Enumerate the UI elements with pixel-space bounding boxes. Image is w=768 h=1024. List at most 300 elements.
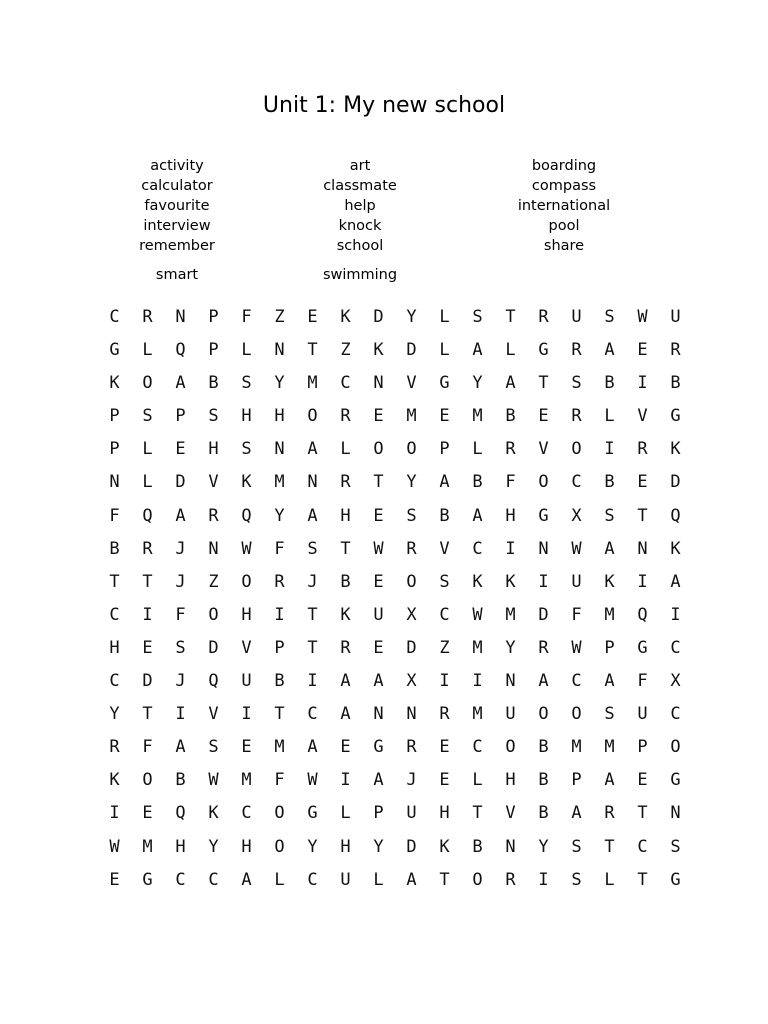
grid-letter-r8-c6: F <box>274 538 285 559</box>
grid-letter-r15-c16: A <box>604 770 615 791</box>
grid-letter-r14-c17: P <box>637 737 648 758</box>
grid-letter-r7-c7: A <box>307 505 318 526</box>
grid-letter-r11-c16: P <box>604 637 615 658</box>
grid-letter-r4-c14: E <box>538 406 549 427</box>
grid-letter-r10-c14: D <box>538 604 549 625</box>
grid-letter-r5-c17: R <box>637 439 648 460</box>
grid-letter-r4-c16: L <box>604 406 615 427</box>
grid-letter-r12-c12: I <box>472 671 483 692</box>
grid-letter-r11-c1: H <box>109 637 120 658</box>
page-title: Unit 1: My new school <box>262 93 506 118</box>
grid-letter-r17-c6: O <box>274 836 285 857</box>
word-item: share <box>543 238 585 254</box>
grid-letter-r6-c13: F <box>505 472 516 493</box>
word-item: smart <box>155 267 199 283</box>
grid-letter-r4-c6: H <box>274 406 285 427</box>
grid-letter-r11-c6: P <box>274 637 285 658</box>
grid-letter-r17-c7: Y <box>307 836 318 857</box>
grid-letter-r17-c8: H <box>340 836 351 857</box>
grid-letter-r2-c9: K <box>373 340 384 361</box>
grid-letter-r6-c5: K <box>241 472 252 493</box>
grid-letter-r10-c13: M <box>505 604 516 625</box>
grid-letter-r11-c17: G <box>637 637 648 658</box>
grid-letter-r12-c3: J <box>175 671 186 692</box>
grid-letter-r17-c17: C <box>637 836 648 857</box>
grid-letter-r3-c15: S <box>571 373 582 394</box>
grid-letter-r18-c17: T <box>637 869 648 890</box>
grid-letter-r15-c3: B <box>175 770 186 791</box>
grid-letter-r6-c6: M <box>274 472 285 493</box>
grid-letter-r4-c9: E <box>373 406 384 427</box>
grid-letter-r7-c3: A <box>175 505 186 526</box>
grid-letter-r7-c5: Q <box>241 505 252 526</box>
grid-letter-r13-c7: C <box>307 704 318 725</box>
grid-letter-r1-c8: K <box>340 307 351 327</box>
grid-letter-r10-c12: W <box>472 604 483 625</box>
grid-letter-r6-c17: E <box>637 472 648 493</box>
grid-letter-r14-c9: G <box>373 737 384 758</box>
grid-letter-r3-c14: T <box>538 373 549 394</box>
grid-letter-r12-c16: A <box>604 671 615 692</box>
word-item: help <box>344 198 376 214</box>
grid-letter-r3-c7: M <box>307 373 318 394</box>
grid-letter-r1-c11: L <box>439 307 450 327</box>
grid-letter-r5-c16: I <box>604 439 615 460</box>
grid-letter-r15-c5: M <box>241 770 252 791</box>
grid-letter-r14-c14: B <box>538 737 549 758</box>
grid-letter-r1-c4: P <box>208 307 219 327</box>
grid-letter-r6-c18: D <box>670 472 681 493</box>
grid-letter-r12-c2: D <box>142 671 153 692</box>
word-item: art <box>349 158 371 174</box>
grid-letter-r3-c5: S <box>241 373 252 394</box>
grid-letter-r18-c13: R <box>505 869 516 890</box>
grid-letter-r11-c7: T <box>307 637 318 658</box>
grid-letter-r8-c5: W <box>241 538 252 559</box>
grid-letter-r17-c10: D <box>406 836 417 857</box>
grid-letter-r16-c17: T <box>637 803 648 824</box>
grid-letter-r10-c2: I <box>142 604 153 625</box>
grid-letter-r9-c14: I <box>538 571 549 592</box>
grid-letter-r5-c5: S <box>241 439 252 460</box>
grid-letter-r5-c3: E <box>175 439 186 460</box>
grid-letter-r16-c9: P <box>373 803 384 824</box>
grid-letter-r14-c2: F <box>142 737 153 758</box>
grid-letter-r12-c1: C <box>109 671 120 692</box>
grid-letter-r7-c8: H <box>340 505 351 526</box>
grid-letter-r15-c12: L <box>472 770 483 791</box>
grid-letter-r2-c17: E <box>637 340 648 361</box>
grid-letter-r3-c6: Y <box>274 373 285 394</box>
grid-letter-r11-c13: Y <box>505 637 516 658</box>
grid-letter-r6-c2: L <box>142 472 153 493</box>
word-item: knock <box>338 218 382 234</box>
grid-letter-r2-c14: G <box>538 340 549 361</box>
grid-letter-r10-c7: T <box>307 604 318 625</box>
grid-letter-r14-c13: O <box>505 737 516 758</box>
grid-letter-r10-c5: H <box>241 604 252 625</box>
grid-letter-r15-c13: H <box>505 770 516 791</box>
grid-letter-r9-c6: R <box>274 571 285 592</box>
grid-letter-r16-c7: G <box>307 803 318 824</box>
grid-letter-r10-c6: I <box>274 604 285 625</box>
word-list-column-1 <box>77 156 277 285</box>
grid-letter-r16-c15: A <box>571 803 582 824</box>
grid-letter-r18-c4: C <box>208 869 219 890</box>
grid-letter-r3-c17: I <box>637 373 648 394</box>
grid-letter-r3-c1: K <box>109 373 120 394</box>
grid-letter-r18-c8: U <box>340 869 351 890</box>
grid-letter-r9-c3: J <box>175 571 186 592</box>
grid-letter-r7-c4: R <box>208 505 219 526</box>
grid-letter-r17-c13: N <box>505 836 516 857</box>
grid-letter-r9-c13: K <box>505 571 516 592</box>
grid-letter-r2-c6: N <box>274 340 285 361</box>
grid-letter-r7-c12: A <box>472 505 483 526</box>
grid-letter-r3-c11: G <box>439 373 450 394</box>
word-item: calculator <box>141 178 213 194</box>
grid-letter-r15-c18: G <box>670 770 681 791</box>
grid-letter-r7-c2: Q <box>142 505 153 526</box>
grid-letter-r11-c14: R <box>538 637 549 658</box>
grid-letter-r16-c14: B <box>538 803 549 824</box>
grid-letter-r13-c14: O <box>538 704 549 725</box>
grid-letter-r14-c12: C <box>472 737 483 758</box>
grid-letter-r7-c17: T <box>637 505 648 526</box>
grid-letter-r1-c17: W <box>637 307 648 327</box>
grid-letter-r17-c1: W <box>109 836 120 857</box>
word-item: boarding <box>531 158 597 174</box>
grid-letter-r15-c17: E <box>637 770 648 791</box>
grid-letter-r11-c5: V <box>241 637 252 658</box>
grid-letter-r16-c16: R <box>604 803 615 824</box>
grid-letter-r6-c12: B <box>472 472 483 493</box>
grid-letter-r11-c18: C <box>670 637 681 658</box>
grid-letter-r15-c15: P <box>571 770 582 791</box>
grid-letter-r14-c11: E <box>439 737 450 758</box>
grid-letter-r8-c16: A <box>604 538 615 559</box>
grid-letter-r3-c9: N <box>373 373 384 394</box>
grid-letter-r13-c10: N <box>406 704 417 725</box>
grid-letter-r18-c9: L <box>373 869 384 890</box>
grid-letter-r5-c11: P <box>439 439 450 460</box>
grid-letter-r2-c8: Z <box>340 340 351 361</box>
grid-letter-r14-c4: S <box>208 737 219 758</box>
grid-letter-r1-c7: E <box>307 307 318 327</box>
grid-letter-r3-c8: C <box>340 373 351 394</box>
grid-letter-r15-c8: I <box>340 770 351 791</box>
grid-letter-r1-c14: R <box>538 307 549 327</box>
grid-letter-r2-c13: L <box>505 340 516 361</box>
grid-letter-r16-c13: V <box>505 803 516 824</box>
grid-letter-r9-c11: S <box>439 571 450 592</box>
grid-letter-r4-c7: O <box>307 406 318 427</box>
grid-letter-r15-c11: E <box>439 770 450 791</box>
grid-letter-r14-c8: E <box>340 737 351 758</box>
grid-letter-r16-c4: K <box>208 803 219 824</box>
grid-letter-r2-c4: P <box>208 340 219 361</box>
grid-letter-r5-c13: R <box>505 439 516 460</box>
grid-letter-r6-c15: C <box>571 472 582 493</box>
grid-letter-r8-c17: N <box>637 538 648 559</box>
grid-letter-r12-c10: X <box>406 671 417 692</box>
grid-letter-r6-c16: B <box>604 472 615 493</box>
grid-letter-r13-c13: U <box>505 704 516 725</box>
grid-letter-r17-c2: M <box>142 836 153 857</box>
grid-letter-r6-c4: V <box>208 472 219 493</box>
grid-letter-r1-c5: F <box>241 307 252 327</box>
grid-letter-r16-c6: O <box>274 803 285 824</box>
grid-letter-r6-c1: N <box>109 472 120 493</box>
grid-letter-r5-c1: P <box>109 439 120 460</box>
grid-letter-r18-c11: T <box>439 869 450 890</box>
grid-letter-r14-c6: M <box>274 737 285 758</box>
grid-letter-r9-c17: I <box>637 571 648 592</box>
grid-letter-r17-c16: T <box>604 836 615 857</box>
grid-letter-r6-c11: A <box>439 472 450 493</box>
grid-letter-r16-c5: C <box>241 803 252 824</box>
grid-letter-r14-c3: A <box>175 737 186 758</box>
grid-letter-r10-c15: F <box>571 604 582 625</box>
grid-letter-r9-c7: J <box>307 571 318 592</box>
grid-letter-r18-c1: E <box>109 869 120 890</box>
grid-letter-r14-c10: R <box>406 737 417 758</box>
grid-letter-r18-c12: O <box>472 869 483 890</box>
grid-letter-r6-c9: T <box>373 472 384 493</box>
grid-letter-r8-c13: I <box>505 538 516 559</box>
grid-letter-r9-c2: T <box>142 571 153 592</box>
grid-letter-r16-c3: Q <box>175 803 186 824</box>
grid-letter-r9-c1: T <box>109 571 120 592</box>
grid-letter-r14-c15: M <box>571 737 582 758</box>
grid-letter-r1-c18: U <box>670 307 681 327</box>
grid-letter-r11-c3: S <box>175 637 186 658</box>
grid-letter-r13-c8: A <box>340 704 351 725</box>
grid-letter-r10-c1: C <box>109 604 120 625</box>
grid-letter-r10-c17: Q <box>637 604 648 625</box>
grid-letter-r17-c14: Y <box>538 836 549 857</box>
grid-letter-r4-c10: M <box>406 406 417 427</box>
grid-letter-r3-c3: A <box>175 373 186 394</box>
grid-letter-r2-c10: D <box>406 340 417 361</box>
word-list-column-2 <box>260 156 460 285</box>
grid-letter-r12-c6: B <box>274 671 285 692</box>
grid-letter-r4-c11: E <box>439 406 450 427</box>
word-item: compass <box>531 178 597 194</box>
grid-letter-r8-c18: K <box>670 538 681 559</box>
grid-letter-r17-c15: S <box>571 836 582 857</box>
grid-letter-r18-c14: I <box>538 869 549 890</box>
grid-letter-r3-c13: A <box>505 373 516 394</box>
grid-letter-r9-c15: U <box>571 571 582 592</box>
grid-letter-r2-c18: R <box>670 340 681 361</box>
grid-letter-r2-c12: A <box>472 340 483 361</box>
grid-letter-r1-c9: D <box>373 307 384 327</box>
grid-letter-r13-c18: C <box>670 704 681 725</box>
grid-letter-r9-c8: B <box>340 571 351 592</box>
grid-letter-r9-c12: K <box>472 571 483 592</box>
word-item: interview <box>143 218 211 234</box>
word-list-column-3 <box>464 156 664 256</box>
grid-letter-r16-c8: L <box>340 803 351 824</box>
grid-letter-r5-c18: K <box>670 439 681 460</box>
grid-letter-r13-c12: M <box>472 704 483 725</box>
grid-letter-r18-c18: G <box>670 869 681 890</box>
grid-letter-r8-c2: R <box>142 538 153 559</box>
grid-letter-r2-c3: Q <box>175 340 186 361</box>
grid-letter-r9-c16: K <box>604 571 615 592</box>
grid-letter-r5-c10: O <box>406 439 417 460</box>
word-item: pool <box>548 218 580 234</box>
grid-letter-r7-c6: Y <box>274 505 285 526</box>
grid-letter-r11-c4: D <box>208 637 219 658</box>
grid-letter-r5-c6: N <box>274 439 285 460</box>
grid-letter-r12-c7: I <box>307 671 318 692</box>
grid-letter-r18-c5: A <box>241 869 252 890</box>
grid-letter-r18-c15: S <box>571 869 582 890</box>
grid-letter-r17-c18: S <box>670 836 681 857</box>
grid-letter-r5-c12: L <box>472 439 483 460</box>
grid-letter-r11-c10: D <box>406 637 417 658</box>
grid-letter-r4-c18: G <box>670 406 681 427</box>
grid-letter-r15-c9: A <box>373 770 384 791</box>
grid-letter-r1-c13: T <box>505 307 516 327</box>
grid-letter-r10-c4: O <box>208 604 219 625</box>
grid-letter-r17-c4: Y <box>208 836 219 857</box>
word-search-grid <box>98 301 692 897</box>
grid-letter-r9-c9: E <box>373 571 384 592</box>
grid-letter-r18-c10: A <box>406 869 417 890</box>
grid-letter-r5-c8: L <box>340 439 351 460</box>
grid-letter-r11-c8: R <box>340 637 351 658</box>
grid-letter-r12-c9: A <box>373 671 384 692</box>
grid-letter-r3-c18: B <box>670 373 681 394</box>
grid-letter-r11-c12: M <box>472 637 483 658</box>
grid-letter-r18-c7: C <box>307 869 318 890</box>
word-item: school <box>336 238 384 254</box>
grid-letter-r4-c15: R <box>571 406 582 427</box>
grid-letter-r5-c4: H <box>208 439 219 460</box>
grid-letter-r12-c8: A <box>340 671 351 692</box>
grid-letter-r12-c15: C <box>571 671 582 692</box>
grid-letter-r7-c14: G <box>538 505 549 526</box>
grid-letter-r5-c14: V <box>538 439 549 460</box>
grid-letter-r8-c7: S <box>307 538 318 559</box>
grid-letter-r3-c2: O <box>142 373 153 394</box>
grid-letter-r6-c7: N <box>307 472 318 493</box>
grid-letter-r7-c11: B <box>439 505 450 526</box>
grid-letter-r18-c16: L <box>604 869 615 890</box>
grid-letter-r8-c14: N <box>538 538 549 559</box>
grid-letter-r8-c8: T <box>340 538 351 559</box>
grid-letter-r2-c7: T <box>307 340 318 361</box>
grid-letter-r1-c10: Y <box>406 307 417 327</box>
grid-letter-r14-c18: O <box>670 737 681 758</box>
grid-letter-r4-c12: M <box>472 406 483 427</box>
grid-letter-r8-c9: W <box>373 538 384 559</box>
grid-letter-r5-c15: O <box>571 439 582 460</box>
grid-letter-r15-c4: W <box>208 770 219 791</box>
grid-letter-r14-c16: M <box>604 737 615 758</box>
grid-letter-r4-c13: B <box>505 406 516 427</box>
grid-letter-r7-c13: H <box>505 505 516 526</box>
grid-letter-r17-c12: B <box>472 836 483 857</box>
grid-letter-r12-c5: U <box>241 671 252 692</box>
grid-letter-r18-c2: G <box>142 869 153 890</box>
grid-letter-r9-c18: A <box>670 571 681 592</box>
grid-letter-r11-c11: Z <box>439 637 450 658</box>
grid-letter-r16-c11: H <box>439 803 450 824</box>
grid-letter-r10-c3: F <box>175 604 186 625</box>
grid-letter-r13-c6: T <box>274 704 285 725</box>
grid-letter-r13-c9: N <box>373 704 384 725</box>
grid-letter-r7-c10: S <box>406 505 417 526</box>
grid-letter-r15-c14: B <box>538 770 549 791</box>
grid-letter-r4-c4: S <box>208 406 219 427</box>
grid-letter-r4-c1: P <box>109 406 120 427</box>
grid-letter-r8-c3: J <box>175 538 186 559</box>
grid-letter-r13-c4: V <box>208 704 219 725</box>
grid-letter-r6-c10: Y <box>406 472 417 493</box>
grid-letter-r1-c3: N <box>175 307 186 327</box>
grid-letter-r17-c5: H <box>241 836 252 857</box>
grid-letter-r10-c16: M <box>604 604 615 625</box>
grid-letter-r1-c1: C <box>109 307 120 327</box>
grid-letter-r18-c6: L <box>274 869 285 890</box>
word-item: swimming <box>322 267 398 283</box>
grid-letter-r14-c1: R <box>109 737 120 758</box>
grid-letter-r13-c2: T <box>142 704 153 725</box>
grid-letter-r6-c3: D <box>175 472 186 493</box>
grid-letter-r16-c2: E <box>142 803 153 824</box>
grid-letter-r12-c17: F <box>637 671 648 692</box>
grid-letter-r4-c3: P <box>175 406 186 427</box>
grid-letter-r3-c4: B <box>208 373 219 394</box>
grid-letter-r5-c7: A <box>307 439 318 460</box>
grid-letter-r7-c9: E <box>373 505 384 526</box>
grid-letter-r18-c3: C <box>175 869 186 890</box>
grid-letter-r10-c8: K <box>340 604 351 625</box>
grid-letter-r10-c18: I <box>670 604 681 625</box>
grid-letter-r10-c9: U <box>373 604 384 625</box>
grid-letter-r16-c1: I <box>109 803 120 824</box>
grid-letter-r13-c1: Y <box>109 704 120 725</box>
grid-letter-r9-c10: O <box>406 571 417 592</box>
grid-letter-r15-c6: F <box>274 770 285 791</box>
grid-letter-r17-c3: H <box>175 836 186 857</box>
grid-letter-r2-c5: L <box>241 340 252 361</box>
grid-letter-r12-c14: A <box>538 671 549 692</box>
grid-letter-r16-c18: N <box>670 803 681 824</box>
grid-letter-r9-c5: O <box>241 571 252 592</box>
grid-letter-r1-c6: Z <box>274 307 285 327</box>
grid-letter-r3-c10: V <box>406 373 417 394</box>
grid-letter-r11-c9: E <box>373 637 384 658</box>
grid-letter-r8-c11: V <box>439 538 450 559</box>
grid-letter-r13-c3: I <box>175 704 186 725</box>
grid-letter-r12-c11: I <box>439 671 450 692</box>
grid-letter-r7-c1: F <box>109 505 120 526</box>
grid-letter-r12-c4: Q <box>208 671 219 692</box>
grid-letter-r8-c4: N <box>208 538 219 559</box>
grid-letter-r4-c17: V <box>637 406 648 427</box>
grid-letter-r15-c10: J <box>406 770 417 791</box>
grid-letter-r2-c15: R <box>571 340 582 361</box>
grid-letter-r4-c8: R <box>340 406 351 427</box>
grid-letter-r9-c4: Z <box>208 571 219 592</box>
grid-letter-r6-c14: O <box>538 472 549 493</box>
grid-letter-r15-c2: O <box>142 770 153 791</box>
